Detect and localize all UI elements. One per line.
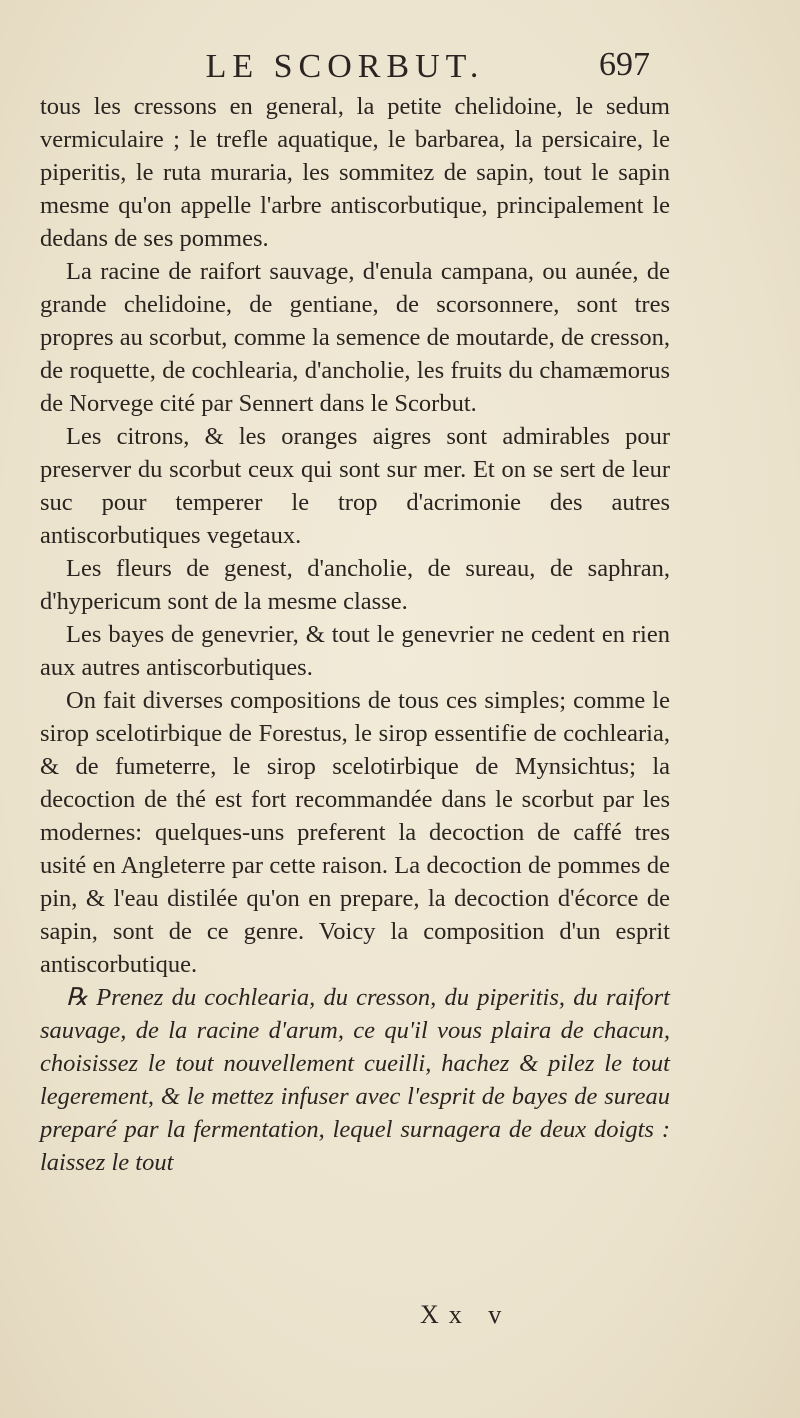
paragraph-2: La racine de raifort sauvage, d'enula campana, ou aunée, de grande chelidoine, de gentiane, de scorsonnere, sont tres propres au scorbut, comme la semence de moutarde, de cresson, de roquette, de cochlearia, d'ancholie, les fruits du chamæmorus de Norvege cité par Sennert dans le Scorbut. (40, 258, 670, 417)
paragraph-6: On fait diverses compositions de tous ces simples; comme le sirop scelotirbique de Forestus, le sirop essentifie de cochlearia, & de fumeterre, le sirop scelotirbique de Mynsichtus; la decoction de thé est fort recommandée dans le scorbut par les modernes: quelques-uns preferent la decoction de caffé tres usité en Angleterre par cette raison. La decoction de pommes de pin, & l'eau distilée qu'on en prepare, la decoction d'écorce de sapin, sont de ce genre. Voicy la composition d'un esprit antiscorbutique. (40, 687, 670, 978)
signature-mark: Xx v (420, 1300, 512, 1329)
paragraph-7: ℞ Prenez du cochlearia, du cresson, du piperitis, du raifort sauvage, de la racine d'arum, ce qu'il vous plaira de chacun, choisissez le tout nouvellement cueilli, hachez & pilez le tout legerement, & le mettez infuser avec l'esprit de bayes de sureau preparé par la fermentation, lequel surnagera de deux doigts : laissez le tout (40, 984, 670, 1176)
running-title: LE SCORBUT. (205, 48, 485, 85)
paragraph-4: Les fleurs de genest, d'ancholie, de sureau, de saphran, d'hypericum sont de la mesme classe. (40, 555, 670, 615)
paragraph-3: Les citrons, & les oranges aigres sont admirables pour preserver du scorbut ceux qui sont sur mer. Et on se sert de leur suc pour temperer le trop d'acrimonie des autres antiscorbutiques vegetaux. (40, 423, 670, 549)
paragraph-5: Les bayes de genevrier, & tout le genevrier ne cedent en rien aux autres antiscorbutiques. (40, 621, 670, 681)
page-number: 697 (599, 46, 650, 83)
page-body (40, 90, 670, 1179)
paragraph-1: tous les cressons en general, la petite chelidoine, le sedum vermiculaire ; le trefle aquatique, le barbarea, la persicaire, le piperitis, le ruta muraria, les sommitez de sapin, tout le sapin mesme qu'on appelle l'arbre antiscorbutique, principalement le dedans de ses pommes. (40, 93, 670, 252)
